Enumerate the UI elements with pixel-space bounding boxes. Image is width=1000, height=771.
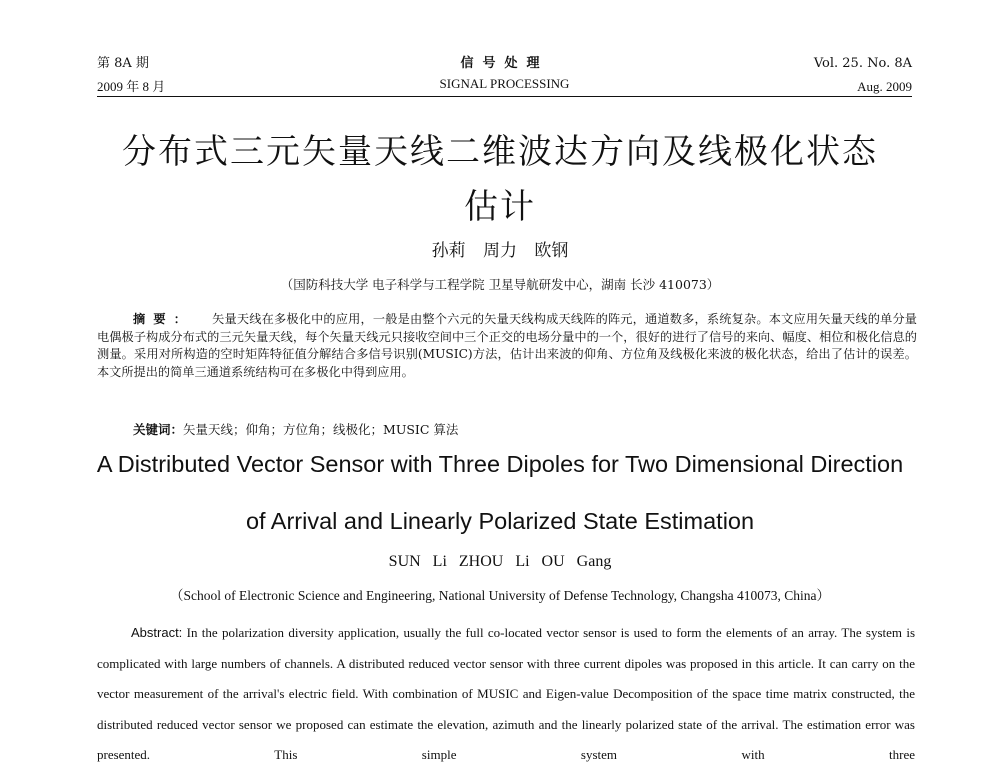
keywords-cn-label: 关键词：: [133, 422, 184, 437]
affiliation-cn: （国防科技大学 电子科学与工程学院 卫星导航研发中心，湖南 长沙 410073）: [280, 277, 720, 292]
affiliation-en: （School of Electronic Science and Engineering, National University of Defense Technology, Changsha 410073, China）: [169, 588, 831, 603]
abstract-cn-text: 矢量天线在多极化中的应用，一般是由整个六元的矢量天线构成天线阵的阵元，通道数多，系统复杂。本文应用矢量天线的单分量电偶极子构成分布式的三元矢量天线，每个矢量天线元只接收空间中三个正交的电场分量中的一个，很好的进行了信号的来向、幅度、相位和极化信息的测量。采用对所构造的空时矩阵特征值分解结合多信号识别(MUSIC)方法，估计出来波的仰角、方位角及线极化来波的极化状态，给出了估计的误差。本文所提出的简单三通道系统结构可在多极化中得到应用。: [97, 312, 917, 379]
journal-name-en: SIGNAL PROCESSING: [439, 76, 570, 91]
keywords-cn: [133, 420, 458, 438]
paper-title-cn-line2: 估计: [464, 187, 536, 227]
journal-name-cn: 信号处理: [460, 56, 549, 71]
abstract-cn: [97, 311, 917, 381]
paper-title-en-line2: of Arrival and Linearly Polarized State Estimation: [245, 508, 755, 534]
abstract-en-text: In the polarization diversity application, usually the full co-located vector sensor is used to form the elements of an array. The system is complicated with large numbers of channels. A distributed reduced vector sensor with three current dipoles was proposed in this article. It can carry on the vector measurement of the arrival's electric field. With combination of MUSIC and Eigen-value Decomposition of the space time matrix constructed, the distributed reduced vector sensor we proposed can estimate the elevation, azimuth and the linearly polarized state of the arrival. The estimation error was presented. This simple system with three: [97, 625, 916, 762]
publication-date-en: Aug. 2009: [857, 79, 912, 94]
publication-date-cn: 2009 年 8 月: [97, 79, 166, 94]
abstract-en-label: Abstract:: [131, 625, 183, 640]
volume-number: Vol. 25. No. 8A: [813, 56, 912, 71]
running-header-bottom: [97, 76, 912, 95]
header-rule: [97, 96, 912, 97]
authors-cn: 孙莉 周力 欧钢: [431, 241, 569, 261]
abstract-cn-label: 摘要：: [133, 312, 195, 326]
abstract-en: [97, 618, 915, 771]
issue-number: 第 8A 期: [97, 56, 149, 71]
authors-en: SUN Li ZHOU Li OU Gang: [388, 553, 612, 570]
paper-title-cn-line1: 分布式三元矢量天线二维波达方向及线极化状态: [122, 132, 878, 172]
running-header-top: [97, 52, 912, 71]
keywords-cn-text: 矢量天线；仰角；方位角；线极化；MUSIC 算法: [183, 422, 459, 437]
paper-title-en-line1: A Distributed Vector Sensor with Three Dipoles for Two Dimensional Direction: [96, 451, 904, 477]
